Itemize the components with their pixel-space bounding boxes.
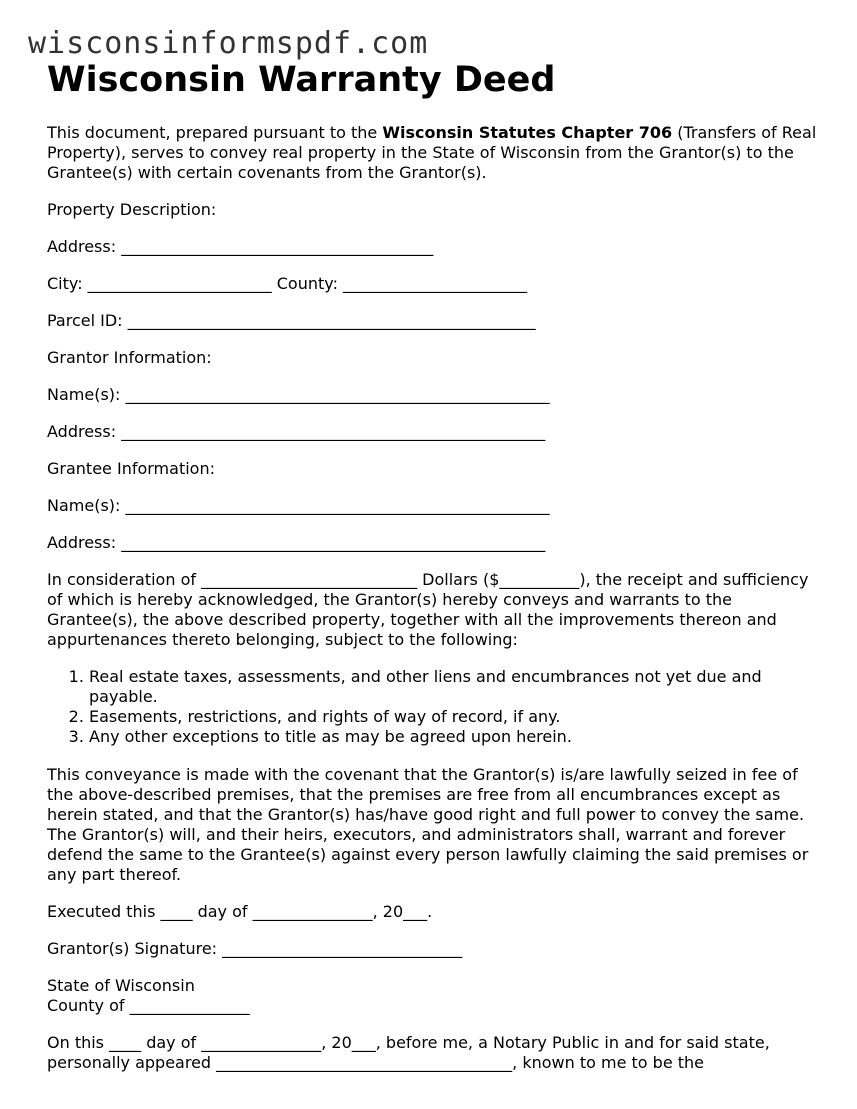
notary-county: County of _______________ [47,996,250,1015]
covenant-paragraph: This conveyance is made with the covenant that the Grantor(s) is/are lawfully seized in fee of the above-described premises, that the premises are free from all encumbrances except as herein stated, and that the Grantor(s) has/have good right and full power to convey the same. The Grantor(s) will, and their heirs, executors, and administrators shall, warrant and forever defend the same to the Grantee(s) against every person lawfully claiming the said premises or any part thereof. [47,765,809,884]
grantee-names-field: Name(s): _____________________________________________________ [47,496,550,515]
notary-state: State of Wisconsin [47,976,195,995]
grantee-heading: Grantee Information: [47,459,215,478]
exceptions-list [47,667,817,747]
grantor-names-field: Name(s): _____________________________________________________ [47,385,550,404]
intro-suffix: (Transfers of Real Property), serves to convey real property in the State of Wisconsin from the Grantor(s) to the Grantee(s) with certain covenants from the Grantor(s). [47,123,817,182]
grantor-heading: Grantor Information: [47,348,212,367]
exception-item: 1. Real estate taxes, assessments, and other liens and encumbrances not yet due and payable. [89,667,817,707]
document-title: Wisconsin Warranty Deed [47,60,556,100]
exception-item: 3. Any other exceptions to title as may be agreed upon herein. [89,727,817,747]
intro-prefix: This document, prepared pursuant to the [47,123,383,142]
grantor-address-field: Address: _____________________________________________________ [47,422,546,441]
execution-date-line: Executed this ____ day of _______________, 20___. [47,902,433,921]
document-body [47,123,817,1090]
exception-item: 2. Easements, restrictions, and rights of way of record, if any. [89,707,817,727]
intro-paragraph [47,123,817,183]
notary-acknowledgment: On this ____ day of _______________, 20___, before me, a Notary Public in and for said state, personally appeared _____________________________________, known to me to be the [47,1033,770,1072]
parcel-id-field: Parcel ID: ___________________________________________________ [47,311,536,330]
notary-venue [47,976,817,1016]
property-heading: Property Description: [47,200,217,219]
watermark-text: wisconsinformspdf.com [28,26,429,61]
property-address-field: Address: _______________________________________ [47,237,434,256]
grantee-address-field: Address: _____________________________________________________ [47,533,546,552]
grantor-signature-line: Grantor(s) Signature: ______________________________ [47,939,463,958]
statute-reference: Wisconsin Statutes Chapter 706 [382,123,673,142]
property-city-county-field: City: _______________________ County: _______________________ [47,274,528,293]
consideration-paragraph: In consideration of ___________________________ Dollars ($__________), the receipt and sufficiency of which is hereby acknowledged, the Grantor(s) hereby conveys and warrants to the Grantee(s), the above described property, together with all the improvements thereon and appurtenances thereto belonging, subject to the following: [47,570,809,649]
